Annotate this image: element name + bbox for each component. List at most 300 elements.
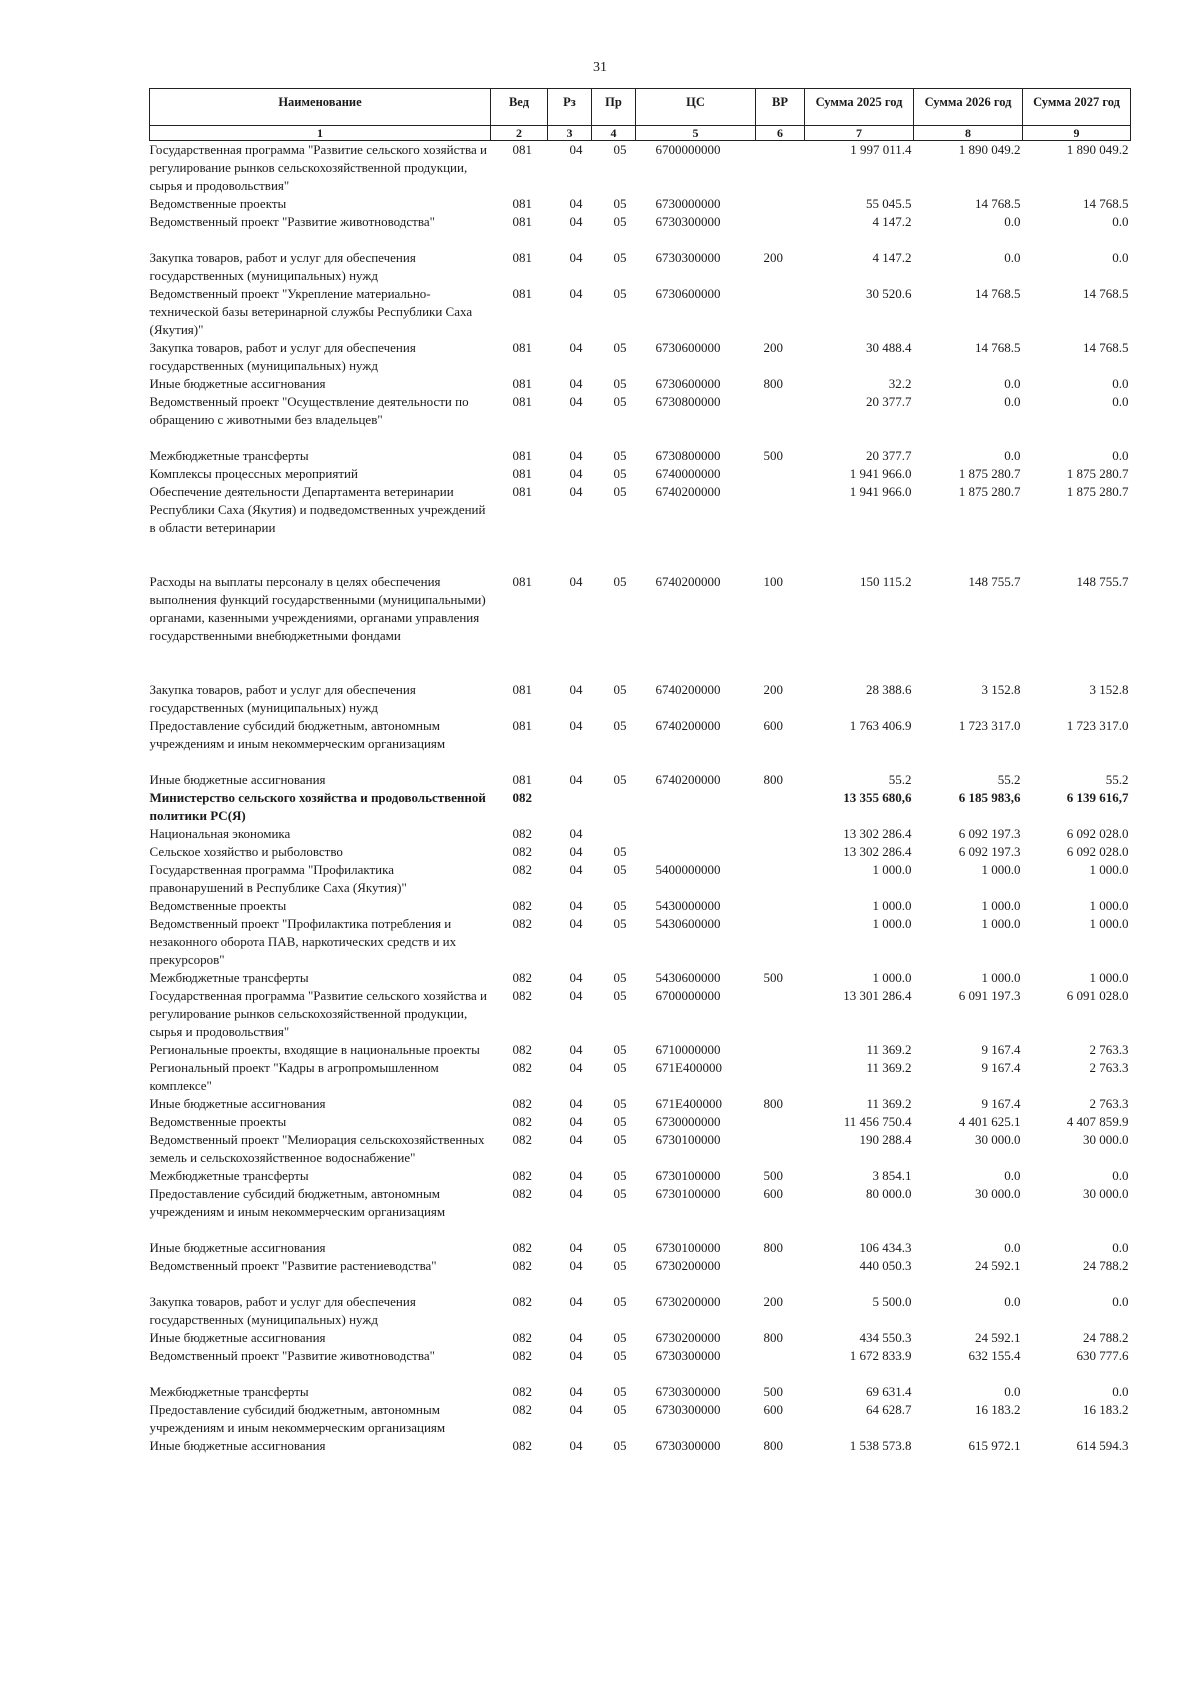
table-row xyxy=(150,1113,1131,1131)
table-row xyxy=(150,897,1131,915)
row-sum-2026: 615 972.1 xyxy=(968,1438,1021,1453)
row-ved: 081 xyxy=(512,484,532,499)
row-name: Ведомственный проект "Развитие животноводства" xyxy=(149,1348,435,1363)
row-ved: 081 xyxy=(512,448,532,463)
row-name: Ведомственный проект "Развитие растениеводства" xyxy=(149,1258,437,1273)
row-name: Предоставление субсидий бюджетным, автономным учреждениям и иным некоммерческим организациям xyxy=(149,1186,446,1219)
row-cs xyxy=(636,825,756,843)
row-name: Предоставление субсидий бюджетным, автономным учреждениям и иным некоммерческим организациям xyxy=(149,1402,446,1435)
row-sum-2027: 2 763.3 xyxy=(1089,1096,1129,1111)
row-sum-2025: 13 301 286.4 xyxy=(843,988,912,1003)
row-name: Ведомственный проект "Укрепление материально-технической базы ветеринарной службы Республики Саха (Якутия)" xyxy=(149,286,473,337)
row-vr: 200 xyxy=(763,682,783,697)
row-sum-2026: 1 000.0 xyxy=(981,862,1021,877)
row-ved: 082 xyxy=(512,898,532,913)
row-name: Региональные проекты, входящие в национальные проекты xyxy=(149,1042,480,1057)
row-vr xyxy=(756,285,805,339)
row-sum-2027: 1 875 280.7 xyxy=(1066,466,1129,481)
row-ved: 082 xyxy=(512,988,532,1003)
row-sum-2027: 1 000.0 xyxy=(1089,898,1129,913)
row-sum-2025: 20 377.7 xyxy=(866,394,912,409)
row-vr xyxy=(756,825,805,843)
row-pr: 05 xyxy=(613,196,627,211)
row-sum-2026: 0.0 xyxy=(1004,448,1021,463)
row-sum-2027: 2 763.3 xyxy=(1089,1042,1129,1057)
table-row xyxy=(150,1131,1131,1167)
row-pr: 05 xyxy=(613,1096,627,1111)
row-sum-2026: 1 890 049.2 xyxy=(958,142,1021,157)
row-vr xyxy=(756,861,805,897)
row-name: Иные бюджетные ассигнования xyxy=(149,1240,326,1255)
row-vr xyxy=(756,213,805,249)
row-rz: 04 xyxy=(569,196,583,211)
row-name: Закупка товаров, работ и услуг для обеспечения государственных (муниципальных) нужд xyxy=(149,682,416,715)
row-ved: 082 xyxy=(512,970,532,985)
row-pr: 05 xyxy=(613,340,627,355)
row-sum-2027: 1 000.0 xyxy=(1089,916,1129,931)
row-sum-2026: 14 768.5 xyxy=(975,196,1021,211)
row-vr xyxy=(756,1059,805,1095)
row-name: Иные бюджетные ассигнования xyxy=(149,1438,326,1453)
row-sum-2027: 630 777.6 xyxy=(1076,1348,1129,1363)
row-rz: 04 xyxy=(569,1186,583,1201)
row-sum-2026: 55.2 xyxy=(997,772,1021,787)
row-cs: 6730600000 xyxy=(655,340,721,355)
row-vr: 600 xyxy=(763,1402,783,1417)
row-name: Региональный проект "Кадры в агропромышленном комплексе" xyxy=(149,1060,439,1093)
row-sum-2025: 55 045.5 xyxy=(866,196,912,211)
row-vr: 100 xyxy=(763,574,783,589)
row-sum-2026: 0.0 xyxy=(1004,1168,1021,1183)
row-cs: 6730600000 xyxy=(655,286,721,301)
row-pr: 05 xyxy=(613,250,627,265)
row-sum-2027: 30 000.0 xyxy=(1083,1132,1129,1147)
row-pr: 05 xyxy=(613,1384,627,1399)
row-rz: 04 xyxy=(569,1402,583,1417)
row-name: Ведомственные проекты xyxy=(149,898,287,913)
row-sum-2027: 1 000.0 xyxy=(1089,862,1129,877)
row-cs: 6730200000 xyxy=(655,1294,721,1309)
table-row xyxy=(150,447,1131,465)
table-row xyxy=(150,987,1131,1041)
row-vr xyxy=(756,1257,805,1293)
row-sum-2025: 55.2 xyxy=(888,772,912,787)
row-name: Государственная программа "Профилактика правонарушений в Республике Саха (Якутия)" xyxy=(149,862,407,895)
row-rz: 04 xyxy=(569,1096,583,1111)
row-ved: 082 xyxy=(512,1438,532,1453)
row-ved: 081 xyxy=(512,142,532,157)
row-rz: 04 xyxy=(569,1042,583,1057)
row-rz: 04 xyxy=(569,682,583,697)
row-sum-2026: 0.0 xyxy=(1004,1384,1021,1399)
row-sum-2025: 1 538 573.8 xyxy=(849,1438,912,1453)
row-sum-2027: 14 768.5 xyxy=(1083,286,1129,301)
row-name: Иные бюджетные ассигнования xyxy=(149,1330,326,1345)
row-ved: 081 xyxy=(512,376,532,391)
row-ved: 081 xyxy=(512,340,532,355)
row-name: Межбюджетные трансферты xyxy=(149,448,309,463)
row-sum-2026: 6 092 197.3 xyxy=(958,826,1021,841)
row-sum-2026: 9 167.4 xyxy=(981,1060,1021,1075)
row-pr: 05 xyxy=(613,394,627,409)
row-cs: 6740200000 xyxy=(655,484,721,499)
row-cs: 5430000000 xyxy=(655,898,721,913)
table-header-row xyxy=(150,89,1131,126)
row-rz: 04 xyxy=(569,1060,583,1075)
row-vr xyxy=(756,1131,805,1167)
table-row xyxy=(150,1185,1131,1239)
row-vr: 800 xyxy=(763,772,783,787)
row-rz: 04 xyxy=(569,1294,583,1309)
column-number: 6 xyxy=(756,126,805,141)
row-sum-2025: 1 997 011.4 xyxy=(850,142,912,157)
row-name: Национальная экономика xyxy=(149,826,291,841)
row-ved: 082 xyxy=(512,916,532,931)
row-rz: 04 xyxy=(569,988,583,1003)
row-sum-2025: 1 000.0 xyxy=(872,898,912,913)
row-vr: 500 xyxy=(763,970,783,985)
row-name: Межбюджетные трансферты xyxy=(149,1168,309,1183)
header-name: Наименование xyxy=(150,89,491,126)
row-sum-2027: 0.0 xyxy=(1112,1240,1129,1255)
table-row xyxy=(150,771,1131,789)
row-sum-2026: 0.0 xyxy=(1004,250,1021,265)
table-row xyxy=(150,483,1131,573)
row-name: Государственная программа "Развитие сельского хозяйства и регулирование рынков сельскохозяйственной продукции, сырья и продовольствия" xyxy=(149,988,487,1039)
table-row xyxy=(150,375,1131,393)
row-sum-2027: 0.0 xyxy=(1112,250,1129,265)
row-sum-2025: 1 000.0 xyxy=(872,862,912,877)
table-row xyxy=(150,249,1131,285)
row-sum-2026: 14 768.5 xyxy=(975,286,1021,301)
row-sum-2025: 28 388.6 xyxy=(866,682,912,697)
row-cs: 6730000000 xyxy=(655,196,721,211)
row-sum-2026: 148 755.7 xyxy=(968,574,1021,589)
row-ved: 082 xyxy=(512,1348,532,1363)
row-pr: 05 xyxy=(613,1168,627,1183)
table-row xyxy=(150,1383,1131,1401)
row-sum-2025: 20 377.7 xyxy=(866,448,912,463)
table-row xyxy=(150,1329,1131,1347)
row-name: Ведомственный проект "Развитие животноводства" xyxy=(149,214,435,229)
row-pr: 05 xyxy=(613,682,627,697)
column-number: 1 xyxy=(150,126,491,141)
row-sum-2027: 24 788.2 xyxy=(1083,1330,1129,1345)
row-vr xyxy=(756,141,805,196)
row-ved: 082 xyxy=(512,1096,532,1111)
header-ved: Вед xyxy=(491,89,548,126)
row-vr xyxy=(756,1347,805,1383)
row-sum-2026: 24 592.1 xyxy=(975,1330,1021,1345)
row-cs: 6730200000 xyxy=(655,1258,721,1273)
row-vr: 800 xyxy=(763,1438,783,1453)
row-rz: 04 xyxy=(569,1168,583,1183)
row-rz: 04 xyxy=(569,1258,583,1273)
column-number-row xyxy=(150,126,1131,141)
row-sum-2026: 0.0 xyxy=(1004,214,1021,229)
row-sum-2027: 55.2 xyxy=(1105,772,1129,787)
row-pr: 05 xyxy=(613,844,627,859)
row-rz: 04 xyxy=(569,574,583,589)
row-sum-2027: 1 875 280.7 xyxy=(1066,484,1129,499)
table-row xyxy=(150,465,1131,483)
row-vr: 200 xyxy=(763,340,783,355)
row-cs: 6700000000 xyxy=(655,988,721,1003)
table-row xyxy=(150,1239,1131,1257)
row-name: Министерство сельского хозяйства и продовольственной политики РС(Я) xyxy=(149,790,486,823)
row-sum-2026: 14 768.5 xyxy=(975,340,1021,355)
row-cs: 6700000000 xyxy=(655,142,721,157)
row-ved: 081 xyxy=(512,196,532,211)
row-rz: 04 xyxy=(569,1240,583,1255)
row-name: Ведомственные проекты xyxy=(149,1114,287,1129)
row-cs: 6730100000 xyxy=(655,1186,721,1201)
row-vr xyxy=(756,987,805,1041)
row-vr: 800 xyxy=(763,1330,783,1345)
row-pr: 05 xyxy=(613,772,627,787)
row-ved: 081 xyxy=(512,772,532,787)
row-rz xyxy=(548,789,592,825)
row-pr: 05 xyxy=(613,376,627,391)
header-cs: ЦС xyxy=(636,89,756,126)
row-vr xyxy=(756,483,805,573)
row-sum-2026: 0.0 xyxy=(1004,394,1021,409)
row-rz: 04 xyxy=(569,826,583,841)
table-row xyxy=(150,1347,1131,1383)
row-cs: 6740200000 xyxy=(655,682,721,697)
row-sum-2026: 3 152.8 xyxy=(981,682,1021,697)
row-sum-2026: 0.0 xyxy=(1004,376,1021,391)
row-sum-2025: 80 000.0 xyxy=(866,1186,912,1201)
table-row xyxy=(150,1257,1131,1293)
row-vr: 200 xyxy=(763,250,783,265)
row-rz: 04 xyxy=(569,214,583,229)
row-cs: 5430600000 xyxy=(655,916,721,931)
row-cs: 6730100000 xyxy=(655,1132,721,1147)
row-cs: 6730300000 xyxy=(655,250,721,265)
header-sum-2027: Сумма 2027 год xyxy=(1023,89,1131,126)
row-name: Межбюджетные трансферты xyxy=(149,1384,309,1399)
row-name: Расходы на выплаты персоналу в целях обеспечения выполнения функций государственными (муниципальными) органами, казенными учреждениями, органами управления государственными внебюджетными фондами xyxy=(149,574,486,643)
row-pr: 05 xyxy=(613,718,627,733)
row-ved: 082 xyxy=(512,844,532,859)
row-name: Предоставление субсидий бюджетным, автономным учреждениям и иным некоммерческим организациям xyxy=(149,718,446,751)
row-pr: 05 xyxy=(613,1402,627,1417)
row-name: Закупка товаров, работ и услуг для обеспечения государственных (муниципальных) нужд xyxy=(149,340,416,373)
row-ved: 082 xyxy=(512,862,532,877)
row-cs: 671E400000 xyxy=(655,1060,722,1075)
row-sum-2026: 9 167.4 xyxy=(981,1096,1021,1111)
row-rz: 04 xyxy=(569,1438,583,1453)
row-name: Межбюджетные трансферты xyxy=(149,970,309,985)
row-sum-2027: 1 890 049.2 xyxy=(1066,142,1129,157)
row-pr xyxy=(592,825,636,843)
row-cs: 6730800000 xyxy=(655,448,721,463)
row-ved: 081 xyxy=(512,574,532,589)
row-sum-2025: 64 628.7 xyxy=(866,1402,912,1417)
row-sum-2027: 14 768.5 xyxy=(1083,340,1129,355)
row-ved: 081 xyxy=(512,250,532,265)
table-row xyxy=(150,681,1131,717)
row-rz: 04 xyxy=(569,142,583,157)
table-row xyxy=(150,1095,1131,1113)
row-cs: 6730600000 xyxy=(655,376,721,391)
row-sum-2025: 1 000.0 xyxy=(872,970,912,985)
row-sum-2026: 1 000.0 xyxy=(981,916,1021,931)
row-vr xyxy=(756,915,805,969)
row-ved: 082 xyxy=(512,1114,532,1129)
row-vr xyxy=(756,465,805,483)
header-rz: Рз xyxy=(548,89,592,126)
row-name: Иные бюджетные ассигнования xyxy=(149,376,326,391)
row-sum-2027: 148 755.7 xyxy=(1076,574,1129,589)
row-ved: 082 xyxy=(512,826,532,841)
row-sum-2025: 30 520.6 xyxy=(866,286,912,301)
row-sum-2027: 6 092 028.0 xyxy=(1066,826,1129,841)
row-cs: 671E400000 xyxy=(655,1096,722,1111)
row-name: Закупка товаров, работ и услуг для обеспечения государственных (муниципальных) нужд xyxy=(149,1294,416,1327)
row-sum-2026: 6 091 197.3 xyxy=(958,988,1021,1003)
row-vr xyxy=(756,1113,805,1131)
row-pr: 05 xyxy=(613,484,627,499)
row-vr: 800 xyxy=(763,376,783,391)
table-row xyxy=(150,1437,1131,1455)
row-rz: 04 xyxy=(569,718,583,733)
row-rz: 04 xyxy=(569,250,583,265)
row-sum-2027: 0.0 xyxy=(1112,1294,1129,1309)
row-sum-2027: 1 723 317.0 xyxy=(1066,718,1129,733)
row-rz: 04 xyxy=(569,898,583,913)
row-sum-2027: 0.0 xyxy=(1112,214,1129,229)
row-ved: 081 xyxy=(512,682,532,697)
row-sum-2025: 1 941 966.0 xyxy=(849,466,912,481)
header-pr: Пр xyxy=(592,89,636,126)
row-pr: 05 xyxy=(613,286,627,301)
column-number: 8 xyxy=(914,126,1023,141)
row-vr: 800 xyxy=(763,1096,783,1111)
row-sum-2025: 11 369.2 xyxy=(866,1042,912,1057)
row-vr xyxy=(756,897,805,915)
row-ved: 082 xyxy=(512,1240,532,1255)
row-sum-2025: 1 941 966.0 xyxy=(849,484,912,499)
row-pr: 05 xyxy=(613,142,627,157)
row-pr: 05 xyxy=(613,988,627,1003)
row-pr: 05 xyxy=(613,466,627,481)
row-sum-2027: 0.0 xyxy=(1112,1168,1129,1183)
row-sum-2026: 0.0 xyxy=(1004,1294,1021,1309)
row-vr xyxy=(756,393,805,447)
row-cs xyxy=(636,789,756,825)
budget-table xyxy=(149,88,1131,1455)
row-rz: 04 xyxy=(569,844,583,859)
row-pr: 05 xyxy=(613,1330,627,1345)
table-row xyxy=(150,573,1131,681)
row-sum-2026: 9 167.4 xyxy=(981,1042,1021,1057)
row-pr: 05 xyxy=(613,1294,627,1309)
row-sum-2027: 0.0 xyxy=(1112,394,1129,409)
row-pr: 05 xyxy=(613,448,627,463)
row-sum-2025: 13 355 680,6 xyxy=(843,790,912,805)
row-sum-2025: 4 147.2 xyxy=(872,214,912,229)
row-cs: 6730300000 xyxy=(655,214,721,229)
row-pr: 05 xyxy=(613,1132,627,1147)
row-cs: 6730200000 xyxy=(655,1330,721,1345)
row-pr: 05 xyxy=(613,1348,627,1363)
row-sum-2026: 6 092 197.3 xyxy=(958,844,1021,859)
table-row xyxy=(150,717,1131,771)
table-row xyxy=(150,825,1131,843)
row-name: Закупка товаров, работ и услуг для обеспечения государственных (муниципальных) нужд xyxy=(149,250,416,283)
row-pr: 05 xyxy=(613,970,627,985)
row-sum-2025: 32.2 xyxy=(888,376,912,391)
row-sum-2027: 0.0 xyxy=(1112,1384,1129,1399)
row-sum-2026: 6 185 983,6 xyxy=(958,790,1021,805)
row-cs: 6740200000 xyxy=(655,718,721,733)
row-rz: 04 xyxy=(569,466,583,481)
row-sum-2025: 106 434.3 xyxy=(859,1240,912,1255)
table-row xyxy=(150,393,1131,447)
header-sum-2026: Сумма 2026 год xyxy=(914,89,1023,126)
row-cs: 5430600000 xyxy=(655,970,721,985)
row-ved: 082 xyxy=(512,1402,532,1417)
row-sum-2025: 13 302 286.4 xyxy=(843,826,912,841)
table-row xyxy=(150,789,1131,825)
row-rz: 04 xyxy=(569,862,583,877)
row-ved: 082 xyxy=(512,1132,532,1147)
row-ved: 081 xyxy=(512,394,532,409)
row-sum-2025: 13 302 286.4 xyxy=(843,844,912,859)
row-cs: 6730800000 xyxy=(655,394,721,409)
row-vr: 800 xyxy=(763,1240,783,1255)
row-ved: 082 xyxy=(512,1042,532,1057)
table-row xyxy=(150,285,1131,339)
row-vr: 600 xyxy=(763,718,783,733)
row-cs: 6740200000 xyxy=(655,772,721,787)
table-row xyxy=(150,1041,1131,1059)
row-rz: 04 xyxy=(569,1330,583,1345)
row-name: Ведомственный проект "Мелиорация сельскохозяйственных земель и сельскохозяйственное водоснабжение" xyxy=(149,1132,485,1165)
page-number: 31 xyxy=(593,60,607,75)
table-row xyxy=(150,861,1131,897)
row-sum-2025: 11 456 750.4 xyxy=(843,1114,912,1129)
row-rz: 04 xyxy=(569,448,583,463)
row-ved: 082 xyxy=(512,1384,532,1399)
row-sum-2027: 14 768.5 xyxy=(1083,196,1129,211)
row-sum-2027: 6 091 028.0 xyxy=(1066,988,1129,1003)
row-rz: 04 xyxy=(569,916,583,931)
row-sum-2025: 4 147.2 xyxy=(872,250,912,265)
row-vr xyxy=(756,195,805,213)
row-ved: 082 xyxy=(512,1060,532,1075)
row-rz: 04 xyxy=(569,484,583,499)
row-sum-2025: 440 050.3 xyxy=(859,1258,912,1273)
row-pr: 05 xyxy=(613,1438,627,1453)
row-sum-2025: 69 631.4 xyxy=(866,1384,912,1399)
row-vr: 500 xyxy=(763,1168,783,1183)
row-pr: 05 xyxy=(613,898,627,913)
row-vr: 200 xyxy=(763,1294,783,1309)
row-sum-2027: 16 183.2 xyxy=(1083,1402,1129,1417)
row-sum-2025: 1 000.0 xyxy=(872,916,912,931)
row-ved: 081 xyxy=(512,466,532,481)
row-vr xyxy=(756,1041,805,1059)
row-cs: 6730300000 xyxy=(655,1348,721,1363)
row-rz: 04 xyxy=(569,340,583,355)
column-number: 2 xyxy=(491,126,548,141)
row-pr: 05 xyxy=(613,574,627,589)
row-ved: 082 xyxy=(512,1168,532,1183)
row-name: Ведомственные проекты xyxy=(149,196,287,211)
